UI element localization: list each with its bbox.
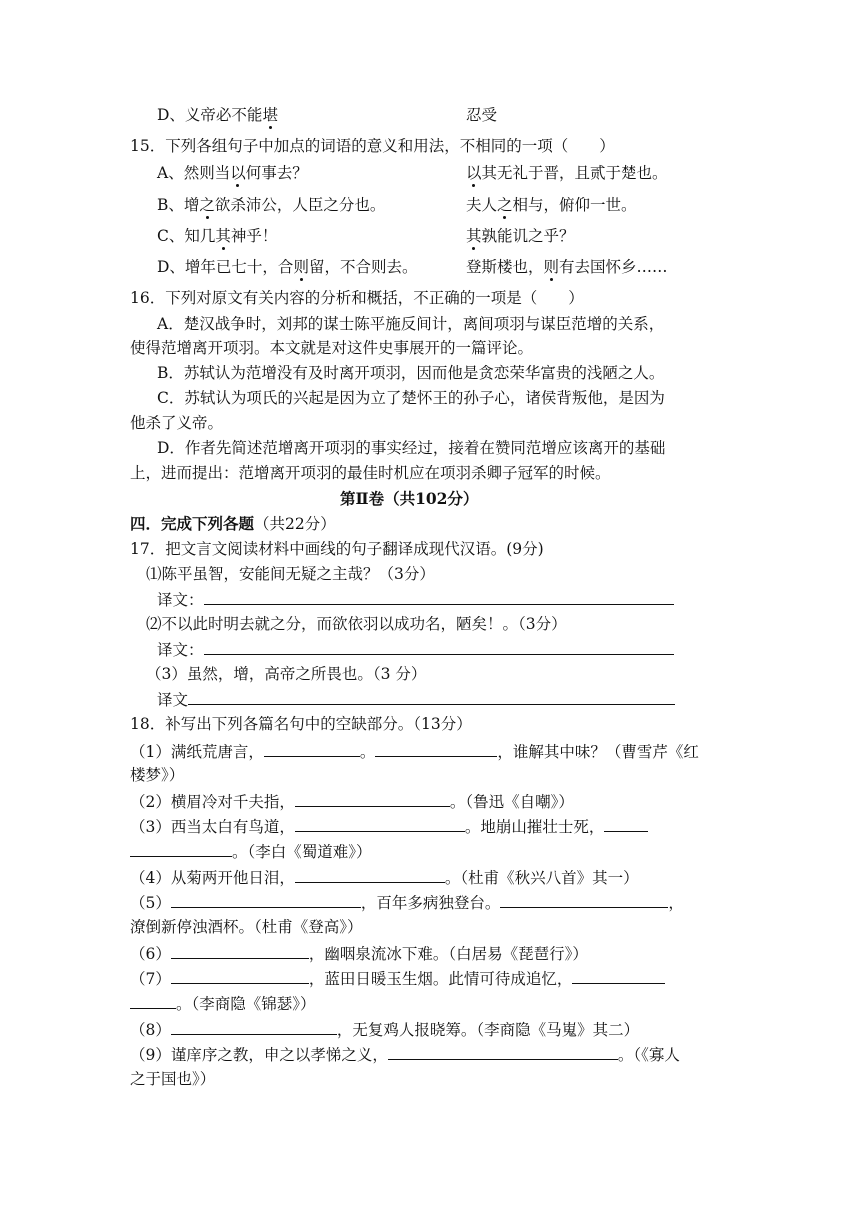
q18-item-5-cont: 潦倒新停浊酒杯。（杜甫《登高》） xyxy=(130,918,363,936)
q17-sentence-1: ⑴陈平虽智，安能间无疑之主哉？（3分） xyxy=(146,565,435,583)
q17-translation-2: 译文： xyxy=(157,638,674,661)
q17-stem: 17．把文言文阅读材料中画线的句子翻译成现代汉语。(9分) xyxy=(130,540,544,558)
q15-option-c: C、知几其神乎！ xyxy=(157,227,278,245)
q18-item-3: （3）西当太白有鸟道， 。地崩山摧壮士死， xyxy=(130,815,648,838)
q15-option-a: A、然则当以何事去？ xyxy=(157,164,308,182)
q17-translation-3: 译文 xyxy=(157,688,675,711)
q18-item-1-cont: 楼梦》） xyxy=(130,766,185,784)
q18-item-8: （8） ，无复鸡人报晓筹。（李商隐《马嵬》其二） xyxy=(130,1018,639,1041)
q15-option-c-right: 其孰能讥之乎？ xyxy=(466,227,575,245)
part-ii-title: 第Ⅱ卷（共102分） xyxy=(340,489,479,508)
q18-item-9: （9）谨庠序之教，申之以孝悌之义， 。（《寡人 xyxy=(130,1043,680,1066)
q16-option-d-line2: 上，进而提出：范增离开项羽的最佳时机应在项羽杀卿子冠军的时候。 xyxy=(130,464,611,482)
q16-option-a-line1: A．楚汉战争时，刘邦的谋士陈平施反间计，离间项羽与谋臣范增的关系， xyxy=(157,315,665,333)
q16-option-b: B．苏轼认为范增没有及时离开项羽，因而他是贪恋荣华富贵的浅陋之人。 xyxy=(157,364,665,382)
q18-item-1: （1）满纸荒唐言， 。 ，谁解其中味？（曹雪芹《红 xyxy=(130,740,699,763)
q18-item-9-cont: 之于国也》） xyxy=(130,1070,216,1088)
q17-sentence-2: ⑵不以此时明去就之分，而欲依羽以成功名，陋矣！。（3分） xyxy=(146,615,567,633)
q15-option-d: D、增年已七十，合则留，不合则去。 xyxy=(157,258,418,276)
q14-option-d-right: 忍受 xyxy=(466,106,498,124)
q15-option-d-right: 登斯楼也，则有去国怀乡…… xyxy=(466,258,668,276)
q17-sentence-3: （3）虽然，增，高帝之所畏也。（3 分） xyxy=(146,665,427,683)
q18-item-6: （6） ，幽咽泉流冰下难。（白居易《琵琶行》） xyxy=(130,942,588,965)
q18-item-7: （7） ，蓝田日暖玉生烟。此情可待成追忆， xyxy=(130,967,665,990)
q17-translation-1: 译文： xyxy=(157,588,674,611)
q15-option-b-right: 夫人之相与，俯仰一世。 xyxy=(466,196,637,214)
q16-option-c-line2: 他杀了义帝。 xyxy=(130,414,224,432)
q18-item-7-cont: 。（李商隐《锦瑟》） xyxy=(130,992,316,1015)
q16-option-d-line1: D．作者先简述范增离开项羽的事实经过，接着在赞同范增应该离开的基础 xyxy=(157,439,666,457)
q16-stem: 16．下列对原文有关内容的分析和概括，不正确的一项是（ ） xyxy=(130,289,584,307)
q15-option-b: B、增之欲杀沛公，人臣之分也。 xyxy=(157,196,386,214)
q18-item-5: （5） ，百年多病独登台。 ， xyxy=(130,891,684,914)
q18-item-2: （2）横眉冷对千夫指， 。（鲁迅《自嘲》） xyxy=(130,790,574,813)
q15-option-a-right: 以其无礼于晋，且贰于楚也。 xyxy=(466,164,668,182)
section-4-title: 四．完成下列各题（共22分） xyxy=(130,514,336,533)
q14-option-d: D、义帝必不能堪 xyxy=(157,106,278,124)
q16-option-a-line2: 使得范增离开项羽。本文就是对这件史事展开的一篇评论。 xyxy=(130,339,534,357)
q15-stem: 15．下列各组句子中加点的词语的意义和用法，不相同的一项（ ） xyxy=(130,137,615,155)
q18-item-4: （4）从菊两开他日泪， 。（杜甫《秋兴八首》其一） xyxy=(130,866,639,889)
q18-stem: 18．补写出下列各篇名句中的空缺部分。（13分） xyxy=(130,715,472,733)
q16-option-c-line1: C．苏轼认为项氏的兴起是因为立了楚怀王的孙子心，诸侯背叛他，是因为 xyxy=(157,389,665,407)
q18-item-3-cont: 。（李白《蜀道难》） xyxy=(130,840,372,863)
